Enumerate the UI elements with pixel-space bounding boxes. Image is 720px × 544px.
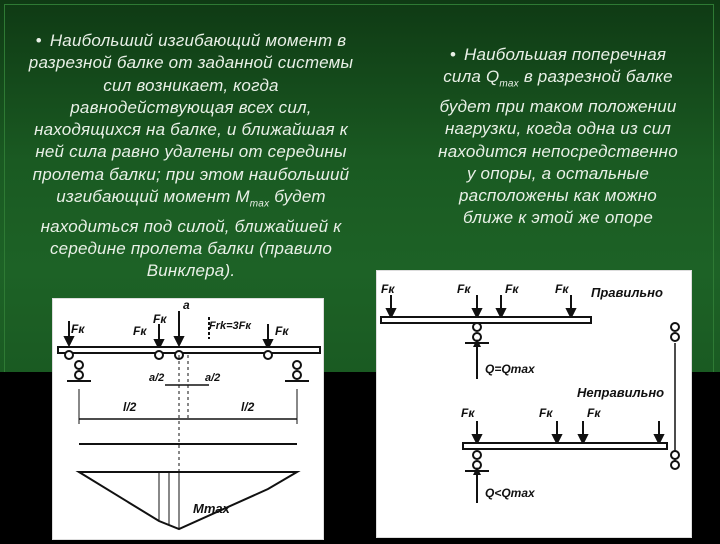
- beam: [58, 347, 320, 353]
- support-roller: [293, 371, 301, 379]
- support-roller: [671, 333, 679, 341]
- svg-text:a/2: a/2: [149, 372, 165, 384]
- svg-text:Неправильно: Неправильно: [577, 385, 665, 400]
- svg-text:Fк: Fк: [539, 406, 553, 420]
- svg-text:Fк: Fк: [71, 322, 85, 336]
- svg-text:Fк: Fк: [461, 406, 475, 420]
- force-arrow-head: [553, 435, 561, 443]
- left-text-block: • Наибольший изгибающий момент в разрезной балке от заданной системы сил возникает, когда равнодействующая всех сил, находящихся на балке, и ближайшая к ней сила равно удалены от середины пролета балки; при этом наибольший изгибающий момент $M_{max}$ будет находиться под силой, ближайшей к середине пролета балки (правило Винклера).: [28, 31, 354, 281]
- support-pin: [473, 323, 481, 331]
- force-arrow-head: [567, 309, 575, 317]
- svg-text:Frk=3Fк: Frk=3Fк: [209, 320, 251, 332]
- svg-text:Fк: Fк: [133, 324, 147, 338]
- wheel: [155, 351, 163, 359]
- moment-diagram-figure: [52, 298, 324, 540]
- svg-text:l/2: l/2: [123, 400, 137, 414]
- svg-text:a: a: [183, 299, 190, 312]
- svg-text:Fк: Fк: [505, 282, 519, 296]
- force-arrow-head: [473, 435, 481, 443]
- force-arrow-head: [473, 309, 481, 317]
- svg-text:Fк: Fк: [381, 282, 395, 296]
- moment-diagram-svg: [53, 299, 323, 539]
- support-pin: [671, 451, 679, 459]
- support-roller: [75, 371, 83, 379]
- svg-text:Правильно: Правильно: [591, 285, 663, 300]
- beam: [381, 317, 591, 323]
- svg-text:Fк: Fк: [457, 282, 471, 296]
- support-pin: [473, 451, 481, 459]
- svg-text:Fк: Fк: [153, 312, 167, 326]
- bullet: •: [35, 31, 42, 50]
- support-pin: [671, 323, 679, 331]
- wheel: [264, 351, 272, 359]
- svg-text:Q<Qmax: Q<Qmax: [485, 486, 535, 500]
- bullet: •: [449, 45, 456, 64]
- force-arrow-head: [497, 309, 505, 317]
- svg-text:a/2: a/2: [205, 372, 221, 384]
- wheel: [65, 351, 73, 359]
- shear-diagram-svg: [377, 271, 691, 537]
- svg-text:Mmax: Mmax: [193, 501, 230, 516]
- svg-text:Fк: Fк: [275, 324, 289, 338]
- svg-text:l/2: l/2: [241, 400, 255, 414]
- beam: [463, 443, 667, 449]
- force-arrow-head: [65, 337, 73, 345]
- support-pin: [293, 361, 301, 369]
- support-pin: [75, 361, 83, 369]
- svg-text:Fк: Fк: [555, 282, 569, 296]
- right-text-block: • Наибольшая поперечная сила $Q_{max}$ в разрезной балке будет при таком положении нагрузки, когда одна из сил находится непосредственно у опоры, а остальные расположены как можно ближе к этой же опоре: [438, 45, 678, 228]
- shear-diagram-figure: [376, 270, 692, 538]
- force-arrow-head: [175, 337, 183, 345]
- svg-text:Q=Qmax: Q=Qmax: [485, 362, 535, 376]
- moment-diagram: [79, 472, 297, 529]
- force-arrow-head: [387, 309, 395, 317]
- support-roller: [671, 461, 679, 469]
- force-arrow-head: [579, 435, 587, 443]
- svg-text:Fк: Fк: [587, 406, 601, 420]
- force-arrow-head: [655, 435, 663, 443]
